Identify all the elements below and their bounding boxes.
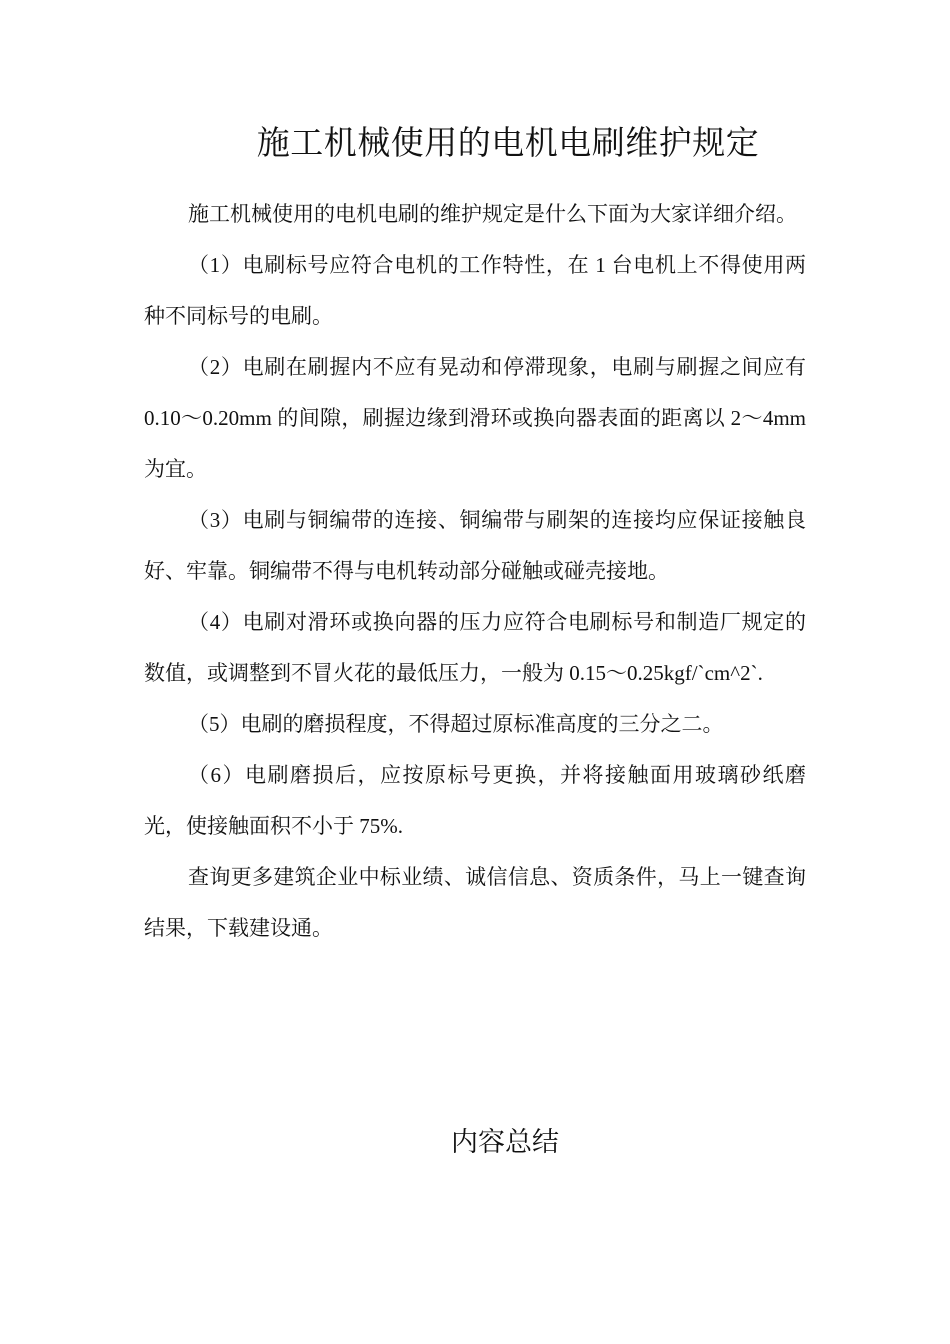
paragraph-item-1: （1）电刷标号应符合电机的工作特性，在 1 台电机上不得使用两种不同标号的电刷。 <box>144 253 806 328</box>
paragraph-item-5: （5）电刷的磨损程度，不得超过原标准高度的三分之二。 <box>188 712 724 736</box>
document-title: 施工机械使用的电机电刷维护规定 <box>256 126 760 162</box>
document-body <box>144 189 806 954</box>
paragraph-item-2: （2）电刷在刷握内不应有晃动和停滞现象，电刷与刷握之间应有 0.10～0.20mm 的间隙，刷握边缘到滑环或换向器表面的距离以 2～4mm 为宜。 <box>144 355 806 481</box>
paragraph-item-4: （4）电刷对滑环或换向器的压力应符合电刷标号和制造厂规定的数值，或调整到不冒火花的最低压力，一般为 0.15～0.25kgf/`cm^2`. <box>144 610 806 685</box>
paragraph-item-3: （3）电刷与铜编带的连接、铜编带与刷架的连接均应保证接触良好、牢靠。铜编带不得与电机转动部分碰触或碰壳接地。 <box>144 508 806 583</box>
paragraph-item-6: （6）电刷磨损后，应按原标号更换，并将接触面用玻璃砂纸磨光，使接触面积不小于 75%. <box>144 763 806 838</box>
paragraph-intro: 施工机械使用的电机电刷的维护规定是什么下面为大家详细介绍。 <box>188 202 797 226</box>
paragraph-promo: 查询更多建筑企业中标业绩、诚信信息、资质条件，马上一键查询结果，下载建设通。 <box>144 865 806 940</box>
summary-heading: 内容总结 <box>451 1127 559 1157</box>
